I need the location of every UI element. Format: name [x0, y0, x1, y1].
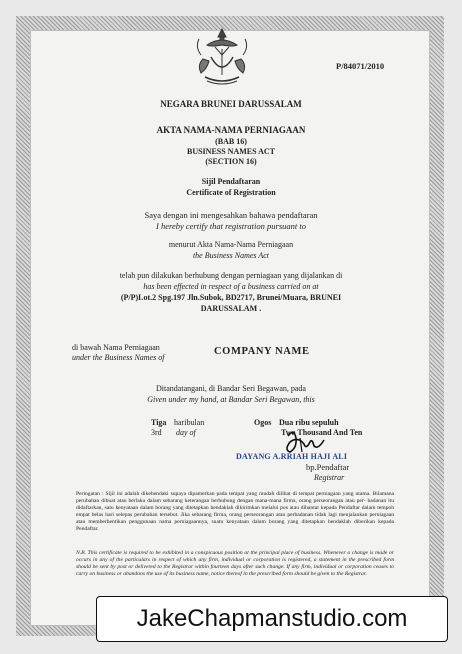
business-name-label-english: under the Business Names of: [72, 353, 165, 362]
certify-text-malay: Saya dengan ini mengesahkan bahawa pendaftaran: [144, 210, 318, 220]
haribulan-label: haribulan: [174, 418, 205, 427]
signed-text-english: Given under my hand, at Bandar Seri Begawan, this: [147, 395, 315, 404]
day-malay: Tiga: [151, 418, 167, 427]
pursuant-text-english: the Business Names Act: [192, 251, 270, 260]
effected-text-malay: telah pun dilakukan berhubung dengan perniagaan yang dijalankan di: [119, 271, 343, 280]
certificate-title-english: Certificate of Registration: [186, 188, 276, 197]
pursuant-text-malay: menurut Akta Nama-Nama Perniagaan: [168, 240, 294, 249]
registrar-title: Registrar: [314, 473, 345, 482]
registrar-bp: bp.Pendaftar: [306, 462, 350, 472]
certify-text-english: I hereby certify that registration pursuant to: [156, 221, 306, 231]
brunei-crest-icon: [193, 25, 251, 87]
registrar-name: DAYANG A.RRIAH HAJI ALI: [236, 452, 348, 461]
act-title-english: BUSINESS NAMES ACT: [186, 147, 276, 156]
certificate-paper: [30, 30, 430, 626]
year-english: Two Thousand And Ten: [281, 428, 363, 437]
company-name: COMPANY NAME: [214, 346, 310, 357]
business-name-label-malay: di bawah Nama Perniagaan: [72, 343, 160, 352]
act-chapter: (BAB 16): [215, 137, 247, 146]
watermark-banner: JakeChapmanstudio.com: [96, 596, 448, 642]
day-english: 3rd: [151, 428, 162, 437]
business-address-line2: DARUSSALAM .: [200, 304, 262, 313]
certificate-title-malay: Sijil Pendaftaran: [201, 177, 261, 186]
registration-number: P/84071/2010: [336, 61, 385, 71]
business-address-line1: (P/P)Lot.2 Spg.197 Jln.Subok, BD2717, Brunei/Muara, BRUNEI: [120, 293, 342, 302]
year-malay: Dua ribu sepuluh: [279, 418, 339, 427]
notes-malay: Peringatan : Sijil ini adalah dikehendaki supaya dipamerkan pada tempat yang mudah dilihat di tempat perniagaan yang utama. Bilamana perubahan dibuat atau berlaku dalam sebarang keterangan berhubung dengan mana-mana firma, orang perseorangan atau per- badanan itu didaftarkan, satu kenyataan dalam borang yang ditetapkan hendaklah dikirimkan melalui pos atau dihantar kepada Pendaftar dalam tempoh empat belas hari selepas perubahan tersebut. Jika sebarang firma, orang perseorangan atau perbadanan tidak lagi menjalankan perniagaan atau memberhentikan penggunaan nama perniagaannya, suatu kenyataan dalam borang yang ditetapkan hendaklah diberikan kepada Pendaftar.: [76, 491, 394, 532]
signed-text-malay: Ditandatangani, di Bandar Seri Begawan, pada: [156, 384, 306, 393]
effected-text-english: has been effected in respect of a business carried on at: [143, 282, 319, 291]
day-of-label: day of: [176, 428, 196, 437]
notes-english: N.B. This certificate is required to be exhibited in a conspicuous position at the principal place of business. Whenever a change is made or occurs in any of the particulars in respect of which any firm, individual or corporation is registered, a statement in the prescribed form should be sent by post or delivered to the Registrar within fourteen days after such change. If any firm, individual or corporation ceases to carry on business or abandons the use of its business name, notice thereof in the prescribed form should be given to the Registrar.: [76, 550, 394, 577]
act-section: (SECTION 16): [205, 157, 257, 166]
country-heading: NEGARA BRUNEI DARUSSALAM: [160, 99, 302, 109]
act-title-malay: AKTA NAMA-NAMA PERNIAGAAN: [156, 125, 306, 135]
month-value: Ogos: [254, 418, 272, 427]
